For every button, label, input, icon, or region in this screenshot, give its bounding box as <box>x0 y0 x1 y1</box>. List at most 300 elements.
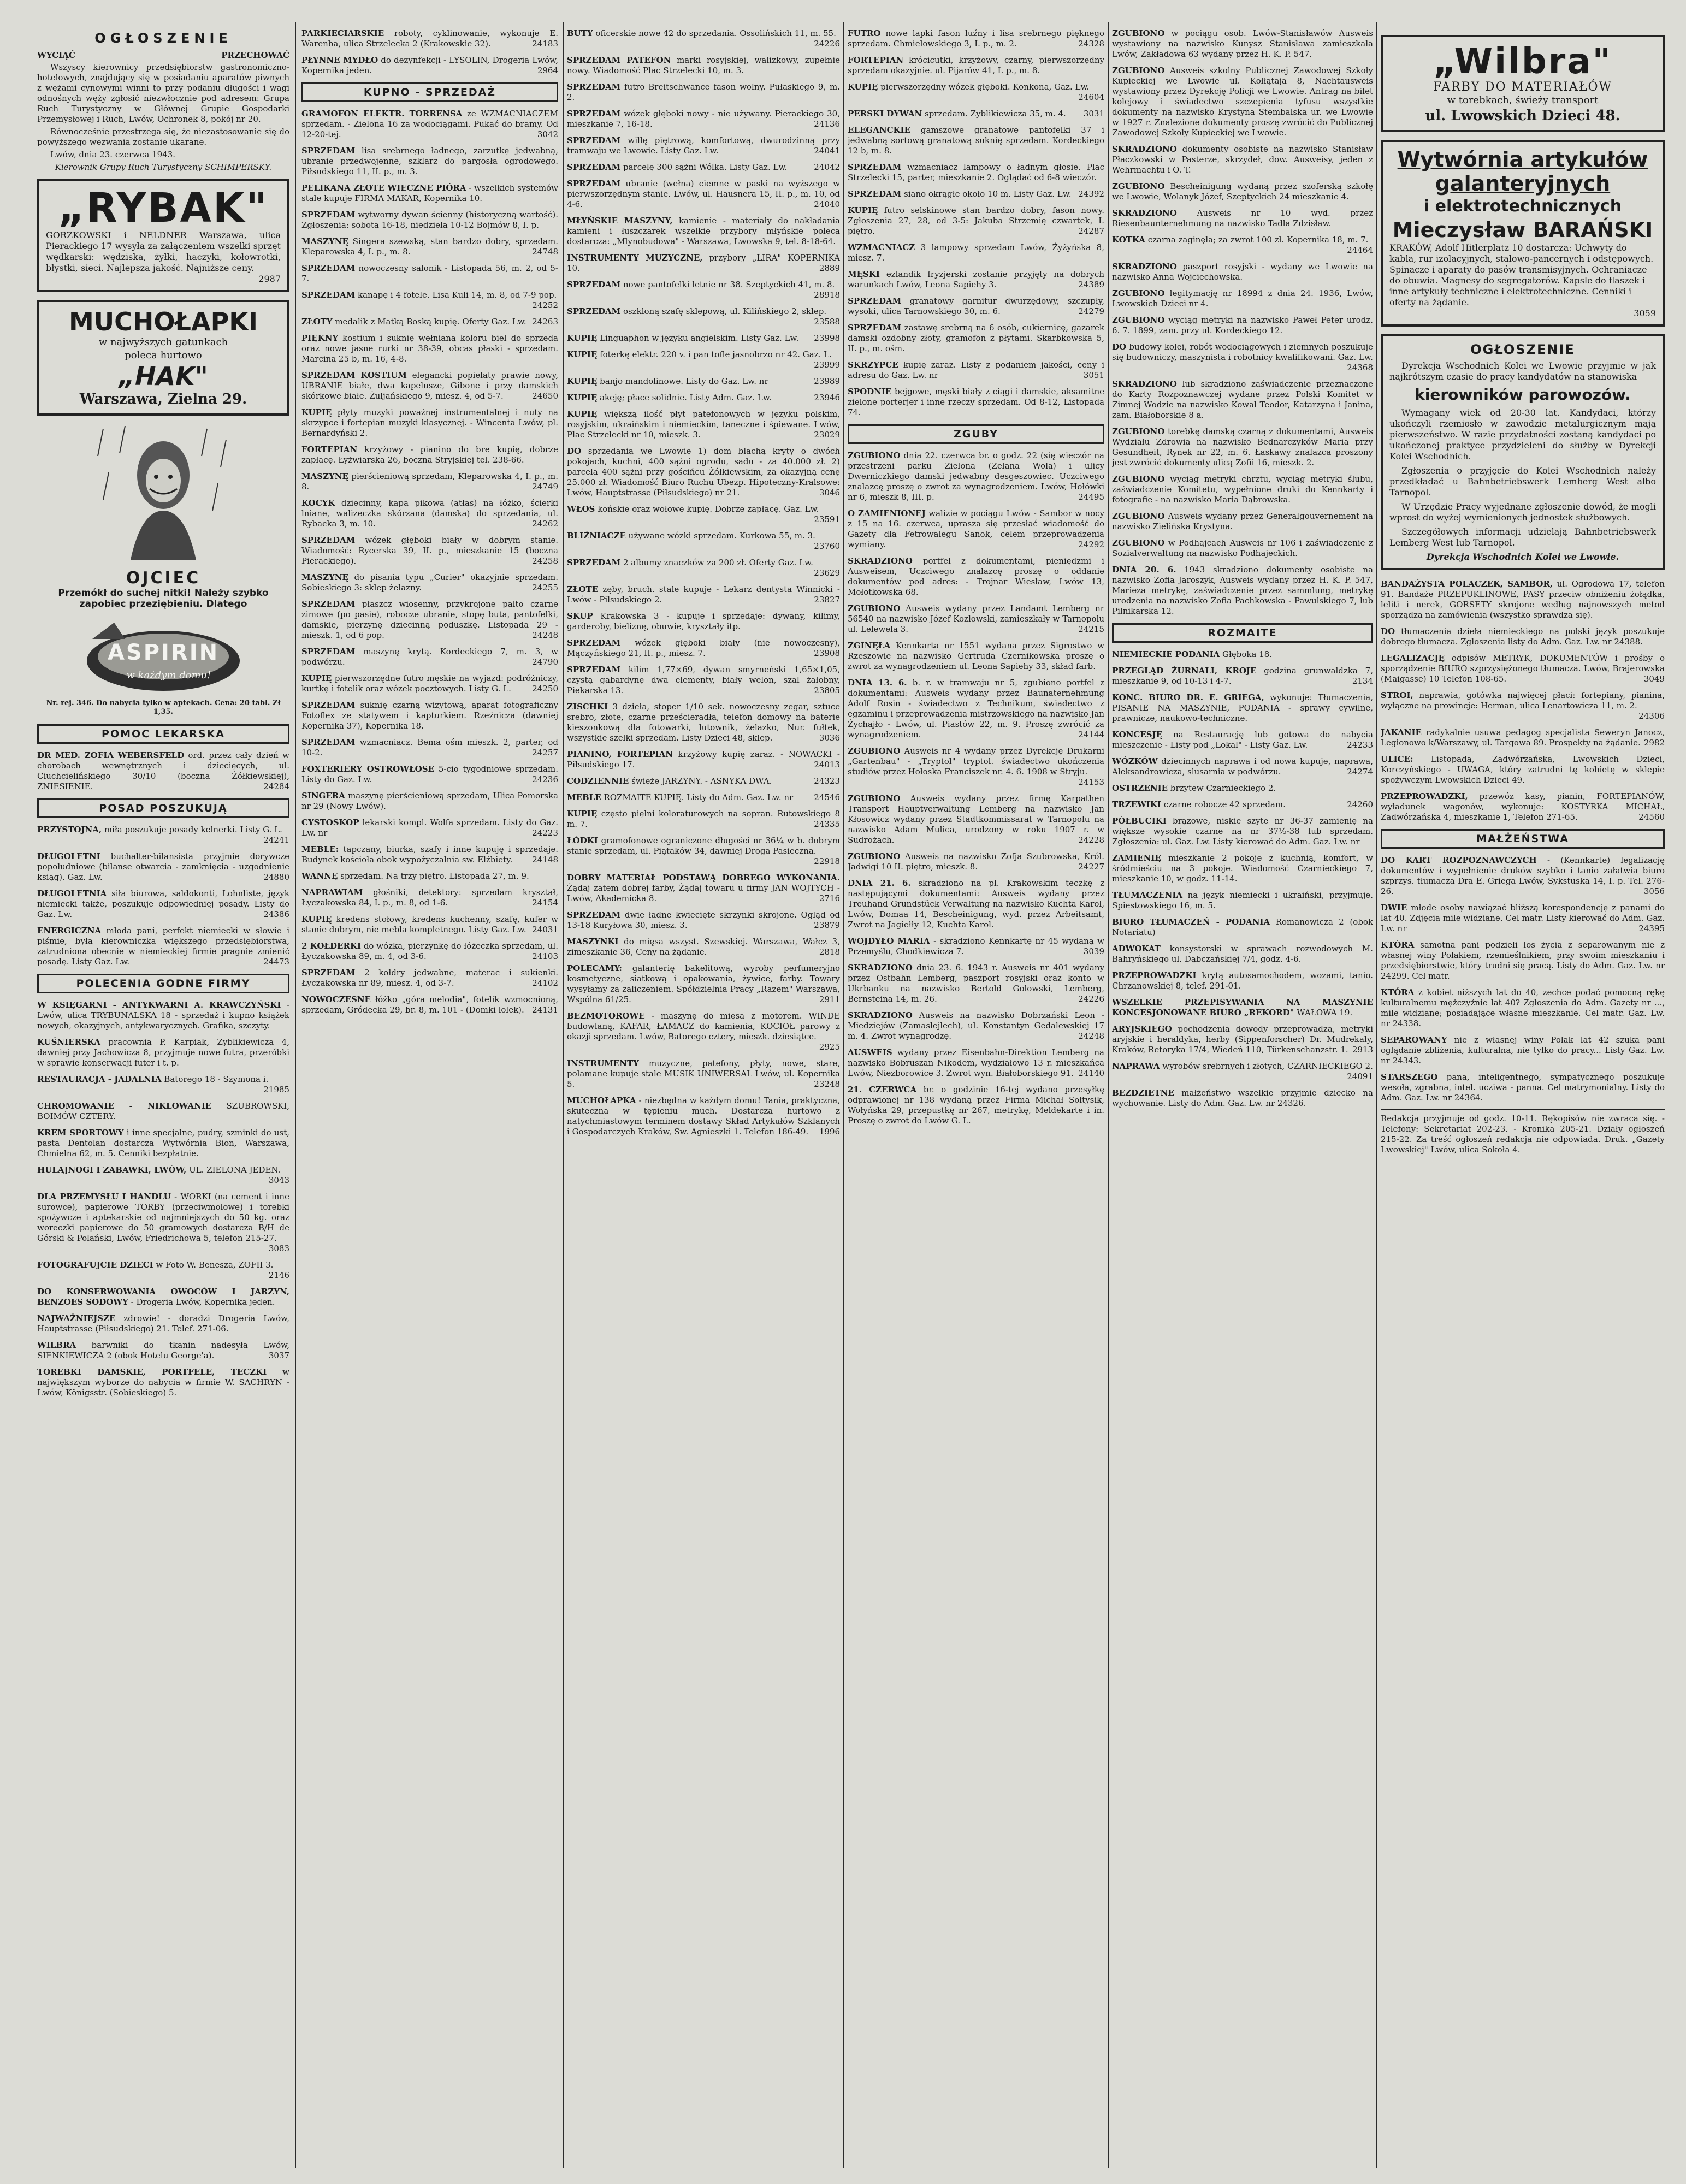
ad-text: Ausweis nr 4 wydany przez Dyrekcję Drukarni „Gartenbau" - „Tryptol" tryptol. świadectwo ukończenia studiów przez Hołoska Franciszek nr. 4. 6. 1908 w Stryju. <box>848 746 1104 777</box>
ad-text: przybory „LIRA" KOPERNIKA 10. <box>567 253 840 273</box>
ad-number: 24386 <box>263 909 289 919</box>
ad-number: 3042 <box>537 129 558 139</box>
hak-ad <box>37 300 289 416</box>
ad-text: legitymację nr 18994 z dnia 24. 1936, Lwów, Lwowskich Dzieci nr 4. <box>1112 288 1373 309</box>
ad-lead: ARYJSKIEGO <box>1112 1024 1172 1034</box>
ad-text: na Restaurację lub gotowa do nabycia mieszczenie - Listy pod „Lokal" - Listy Gaz. Lw. <box>1112 730 1373 750</box>
ad-text: dziecinny, kapa pikowa (atłas) na łóżko, ścierki lniane, walizeczka skórzana (damska) do sprzedania, ul. Rybacka 3, m. 10. <box>301 498 558 529</box>
classified-ad <box>567 409 840 440</box>
ad-number: 3039 <box>1083 946 1104 956</box>
ad-lead: MĘSKI <box>848 269 880 279</box>
classified-ad <box>567 937 840 957</box>
ad-lead: DNIA 13. 6. <box>848 678 907 688</box>
ad-text: z kobiet niższych lat do 40, zechce podać pomocną rękę kulturalnemu mężczyźnie lat 40? Zgłoszenia do Adm. Gazety nr ..., mile widziane; posiadające własne mieszkanie. Cel matr. Gaz. Lw. nr 24338. <box>1381 987 1665 1028</box>
railway-notice-text: Dyrekcja Wschodnich Kolei we Lwowie przyjmie w jak najkrótszym czasie do pracy kandydatów na stanowiska <box>1389 360 1656 382</box>
ad-text: 3 lampowy sprzedam Lwów, Żyżyńska 8, miesz. 7. <box>848 242 1104 263</box>
ad-number: 3056 <box>1643 886 1665 896</box>
hak-line2: poleca hurtowo <box>125 350 202 361</box>
ad-text: Linguaphon w języku angielskim. Listy Gaz. Lw. <box>600 333 799 343</box>
classified-ad <box>567 280 840 300</box>
classified-ad <box>1112 783 1373 794</box>
ad-text: płyty muzyki poważnej instrumentalnej i nuty na skrzypce i fortepian muzyki klasycznej. - Wincenta Lwów, pl. Bernardyński 2. <box>301 407 558 438</box>
classified-ad <box>848 556 1104 597</box>
ad-lead: KUPIĘ <box>567 376 598 386</box>
ad-text: krzyżowy kupię zaraz. - NOWACKI - Piłsudskiego 17. <box>567 749 840 770</box>
classified-ad <box>567 135 840 156</box>
ad-number: 23760 <box>814 541 840 551</box>
ad-text: konsystorski w sprawach rozwodowych M. Bahryńskiego ul. Dąbczańskiej 7/4, godz. 4-6. <box>1112 944 1373 964</box>
ad-lead: MŁYŃSKIE MASZYNY, <box>567 216 673 226</box>
classified-ad <box>1112 756 1373 777</box>
ad-lead: DO KART ROZPOZNAWCZYCH <box>1381 855 1537 865</box>
ad-lead: SPRZEDAM <box>301 210 356 220</box>
ad-number: 3083 <box>268 1244 289 1253</box>
ad-lead: DNIA 21. 6. <box>848 878 911 888</box>
ad-lead: SKRADZIONO <box>1112 208 1177 218</box>
ad-lead: PÓŁBUCIKI <box>1112 816 1167 826</box>
ad-number: 24236 <box>532 774 558 784</box>
ad-text: pierwszorzędny wózek głęboki. Konkona, Gaz. Lw. <box>880 82 1090 92</box>
ad-number: 24102 <box>532 978 558 988</box>
classified-ad <box>301 844 558 865</box>
classified-ad <box>301 445 558 465</box>
ad-lead: CYSTOSKOP <box>301 818 359 827</box>
classified-ad <box>848 269 1104 290</box>
ad-text: granatowy garnitur dwurzędowy, szczupły, wysoki, ulica Tarnowskiego 30, m. 6. <box>848 296 1104 316</box>
classified-ad <box>567 28 840 49</box>
classified-ad <box>567 1096 840 1137</box>
baranski-name: Mieczysław BARAŃSKI <box>1392 218 1653 242</box>
classified-ad <box>1112 262 1373 282</box>
ad-text: oszkloną szafę sklepową, ul. Kilińskiego 2, sklep. <box>623 306 827 316</box>
ad-lead: SPRZEDAM <box>848 189 902 199</box>
ad-text: nowe lapki fason luźny i lisa srebrnego pięknego sprzedam. Chmielowskiego 3, I. p., m. 2. <box>848 28 1104 49</box>
classified-ad <box>567 776 840 786</box>
ad-lead: JAKANIE <box>1381 727 1422 737</box>
classified-ad <box>1112 693 1373 724</box>
classified-ad <box>301 471 558 492</box>
classified-ad <box>1112 853 1373 884</box>
ad-lead: ZŁOTY <box>301 317 333 327</box>
hak-address: Warszawa, Zielna 29. <box>79 391 247 407</box>
aspirin-fine-print: Nr. rej. 346. Do nabycia tylko w aptekach. Cena: 20 tabl. Zł 1,35. <box>46 699 281 716</box>
ad-text: - niezbędna w każdym domu! Tania, praktyczna, skuteczna w tępieniu much. Dostarcza hurtowo z natychmiastowym terminem dostawy Skład Artykułów Szklanych i Gospodarczych Kraków, Sw. Agnieszki 1. Telefon 186-49. <box>567 1096 840 1137</box>
classified-ad <box>567 963 840 1005</box>
ad-text: kredens stołowy, kredens kuchenny, szafę, kufer w stanie dobrym, nie mebla kompletnego. Listy Gaz. Lw. <box>301 914 558 934</box>
ad-text: godzina grunwaldzka 7, mieszkanie 9, od 10-13 i 4-7. <box>1112 666 1373 686</box>
ad-lead: NOWOCZESNE <box>301 995 371 1004</box>
ad-lead: ZGUBIONO <box>1112 538 1165 548</box>
ad-number: 24323 <box>814 776 840 786</box>
ad-text: tłumaczenia dzieła niemieckiego na polski język poszukuje dobrego tłumacza. Zgłoszenia listy do Adm. Gaz. Lw. nr 24388. <box>1381 626 1665 647</box>
ad-text: 1943 skradziono dokumenty osobiste na nazwisko Zofia Jaroszyk, Ausweis wydany przez H. K. P. 547, Marieza metrykę, zaświadczenie przez sammlung, metrykę urodzenia na nazwisko Zofia Pachkowska - Pawulskiego 7, lub Pilnikarska 12. <box>1112 565 1373 616</box>
ad-number: 23248 <box>814 1079 840 1089</box>
ad-lead: FUTRO <box>848 28 881 38</box>
rybak-text: GORZKOWSKI i NELDNER Warszawa, ulica Pierackiego 17 wysyła za załączeniem wszelki sprzęt wędkarski: wędziska, żyłki, haczyki, kołowrotki, błystki, sieci. Najlepsza jakość. Najniższe ceny. <box>46 230 281 273</box>
classified-ad <box>848 205 1104 236</box>
ad-number: 24136 <box>814 119 840 129</box>
classified-ad <box>1381 1035 1665 1066</box>
classified-ad <box>301 317 558 327</box>
ad-text: marki rosyjskiej, walizkowy, zupełnie nowy. Wiadomość Plac Strzelecki 10, m. 3. <box>567 55 840 75</box>
ad-lead: ZGUBIONO <box>1112 427 1165 436</box>
ad-number: 24153 <box>1078 777 1104 787</box>
classified-ad <box>301 28 558 49</box>
ad-text: kanapę i 4 fotele. Lisa Kuli 14, m. 8, od 7-9 pop. <box>358 290 557 300</box>
classified-ad <box>848 125 1104 156</box>
ad-text: krócicutki, krzyżowy, czarny, pierwszorzędny sprzedam okazyjnie. ul. Pijarów 41, I. p., m. 8. <box>848 55 1104 75</box>
ad-text: wózek głęboki biały (nie nowoczesny), Mączyńskiego 21, II. p., miesz. 7. <box>567 638 840 658</box>
classified-ad <box>1381 987 1665 1029</box>
ad-lead: SPRZEDAM <box>848 296 902 306</box>
classified-ad <box>567 162 840 173</box>
classified-ad <box>1112 538 1373 559</box>
classified-ad <box>1381 626 1665 647</box>
ad-number: 24031 <box>532 925 558 934</box>
ad-text: ord. przez cały dzień w chorobach wewnętrznych i dziecięcych, ul. Ciuchcielińskiego 30/10 (boczna Żółkiewskiej), ZNIESIENIE. <box>37 750 289 791</box>
classified-ad <box>1381 754 1665 785</box>
classified-ad <box>1112 208 1373 229</box>
ad-lead: FOXTERIERY OSTROWŁOSE <box>301 764 434 774</box>
ad-text: wzmacniacz. Bema ośm mieszk. 2, parter, od 10-2. <box>301 737 558 757</box>
ad-number: 24183 <box>532 39 558 49</box>
classified-ad <box>1112 730 1373 750</box>
ad-lead: KUPIĘ <box>567 333 598 343</box>
classified-ad <box>37 1192 289 1254</box>
ad-lead: BEZDZIETNE <box>1112 1088 1174 1098</box>
ad-lead: ZGINĘŁA <box>848 641 891 650</box>
classified-ad <box>37 750 289 792</box>
ad-number: 24560 <box>1638 812 1665 822</box>
ad-text: skradziono na pl. Krakowskim teczkę z następującymi dokumentami: Ausweis wydany przez Treuhand Grundstück Verwaltung na nazwisko Kuchta Karol, Lwów, Domaa 14, Bescheinigung, wyd. przez Arbeitsamt, Zwrot na Jagiełły 12, Kuchta Karol. <box>848 878 1104 930</box>
ad-number: 24103 <box>532 951 558 961</box>
classified-ad <box>301 109 558 140</box>
ad-number: 24013 <box>814 760 840 770</box>
notice-body: Równocześnie przestrzega się, że niezastosowanie się do powyższego wezwania zostanie ukarane. <box>37 127 289 147</box>
classified-ad <box>37 1000 289 1031</box>
ad-number: 24223 <box>532 828 558 838</box>
ad-lead: NAJWAŻNIEJSZE <box>37 1313 116 1323</box>
ad-lead: SKRADZIONO <box>1112 144 1177 154</box>
ad-text: siano okrągłe około 10 m. Listy Gaz. Lw. <box>904 189 1072 199</box>
ad-text: - Lwów, ulica TRYBUNALSKA 18 - sprzedaż i kupno książek nowych, okazyjnych, antykwarycznych. Grafika, szczyty. <box>37 1000 289 1031</box>
classified-ad <box>301 572 558 593</box>
classified-ad <box>848 55 1104 76</box>
ad-text: lekarski kompl. Wolfa sprzedam. Listy do Gaz. Lw. nr <box>301 818 558 838</box>
ad-text: młoda pani, perfekt niemiecki w słowie i piśmie, była kierowniczka większego przedsiębiorstwa, zatrudniona obecnie w niemieckiej firmie pragnie zmienić posadę. Listy Gaz. Lw. <box>37 926 289 967</box>
ad-number: 24464 <box>1347 245 1373 255</box>
notice-title: OGŁOSZENIE <box>94 31 232 46</box>
classified-ad <box>848 323 1104 354</box>
ad-lead: SEPAROWANY <box>1381 1035 1447 1045</box>
ad-lead: KUPIĘ <box>567 393 598 403</box>
ad-lead: TOREBKI DAMSKIE, PORTFELE, TECZKI <box>37 1367 267 1377</box>
ad-lead: SINGERA <box>301 791 345 801</box>
ad-text: siła biurowa, saldokonti, Lohnliste, język niemiecki także, poszukuje odpowiedniej posady. Listy do Gaz. Lw. <box>37 889 289 919</box>
ad-number: 24248 <box>1078 1031 1104 1041</box>
ad-text: dnia 23. 6. 1943 r. Ausweis nr 401 wydany przez Ostbahn Lemberg, paszport rosyjski oraz konto w Ukrbanku na nazwisko Bertold Golowski, Lemberg, Bernsteina 14, m. 26. <box>848 963 1104 1004</box>
ad-lead: WOJDYŁO MARIA <box>848 936 930 946</box>
ad-text: Ausweis nr 10 wyd. przez Riesenbaunternehmung na nazwisko Tadla Zdzisław. <box>1112 208 1373 228</box>
classified-ad <box>1381 940 1665 981</box>
column-2 <box>301 28 558 1021</box>
ad-number: 23629 <box>814 568 840 578</box>
ad-text: Listopada, Zadwórzańska, Lwowskich Dzieci, Korczyńskiego - UWAGA, który zatrudni tę kobietę w sklepie spożywczym Lwowskich Dzieci 49. <box>1381 754 1665 785</box>
ad-text: banjo mandolinowe. Listy do Gaz. Lw. nr <box>600 376 768 386</box>
classified-ad <box>567 584 840 605</box>
ad-text: pierwszorzędne futro męskie na wyjazd: podróżniczy, kurtkę i fotelik oraz wózek pocztowych. Listy G. L. <box>301 673 558 694</box>
ad-lead: KUPIĘ <box>567 350 598 359</box>
ad-text: zastawę srebrną na 6 osób, cukiernicę, gazarek damski ozdobny złoty, gramofon z płytami. Skarbkowska 5, II. p., m. ośm. <box>848 323 1104 353</box>
ad-list <box>1112 649 1373 1109</box>
ad-lead: SPRZEDAM <box>567 82 621 92</box>
ad-text: budowy kolei, robót wodociągowych i ziemnych poszukuje się budowniczy, maszynista i robotnicy kwalifikowani. Gaz. Lw. <box>1112 342 1373 362</box>
ad-lead: SPRZEDAM <box>567 306 621 316</box>
ad-text: Krakowska 3 - kupuje i sprzedaje: dywany, kilimy, garderoby, bieliznę, obuwie, kryształy itp. <box>567 611 840 631</box>
ad-lead: INSTRUMENTY MUZYCZNE, <box>567 253 703 263</box>
classified-ad <box>567 611 840 632</box>
ad-lead: DO KONSERWOWANIA OWOCÓW I JARZYN, BENZOES SODOWY <box>37 1287 289 1307</box>
ad-number: 23998 <box>814 333 840 343</box>
ad-text: wyciąg metryki na nazwisko Paweł Peter urodz. 6. 7. 1899, zam. przy ul. Kordeckiego 12. <box>1112 315 1373 335</box>
classified-ad <box>301 673 558 694</box>
ad-lead: TRZEWIKI <box>1112 800 1161 809</box>
ad-lead: ZGUBIONO <box>848 603 901 613</box>
aspirin-slogan: w każdym domu! <box>126 670 211 681</box>
ad-lead: WÓZKÓW <box>1112 756 1158 766</box>
ad-list <box>301 28 558 76</box>
ad-text: parcelę 300 sążni Wólka. Listy Gaz. Lw. <box>623 162 788 172</box>
classified-ad <box>567 253 840 274</box>
ad-text: świeże JARZYNY. - ASNYKA DWA. <box>631 776 772 786</box>
classified-ad <box>567 1058 840 1090</box>
ad-lead: SPRZEDAM <box>567 179 621 188</box>
ad-lead: POLECAMY: <box>567 963 622 973</box>
classified-ad <box>37 1074 289 1095</box>
classified-ad <box>848 641 1104 672</box>
wilbra-ad <box>1381 35 1665 132</box>
ad-list <box>37 825 289 967</box>
ad-text: bejgowe, męski biały z ciągi i damskie, aksamitne zielone porterjer i inne rzeczy sprzedam. Od 8-12, Listopada 74. <box>848 387 1104 417</box>
ad-lead: ZGUBIONO <box>848 451 901 460</box>
classified-ad <box>37 851 289 883</box>
classified-ad <box>37 1128 289 1159</box>
ad-lead: DO <box>567 446 582 456</box>
classified-ad <box>848 296 1104 317</box>
ad-number: 24392 <box>1078 189 1104 199</box>
classified-ad <box>567 638 840 659</box>
ad-text: miła poszukuje posady kelnerki. Listy G. L. <box>104 825 282 834</box>
classified-ad <box>567 558 840 578</box>
rain-man-illustration <box>92 423 234 565</box>
ad-text: galanterię bakelitową, wyroby perfumeryjno kosmetyczne, siatkową i opakowania, żywice, farby. Towary wysyłamy za zaliczeniem. Spółdzielnia Pracy „Razem" Warszawa, Wspólna 61/25. <box>567 963 840 1004</box>
ad-lead: KUPIĘ <box>848 205 878 215</box>
ad-text: krzyżowy - pianino do bre kupię, dobrze zapłacę. Łyżwiarska 26, boczna Stryjskiej tel. 238-66. <box>301 445 558 465</box>
ad-lead: CODZIENNIE <box>567 776 629 786</box>
ad-text: maszynę pierścieniową sprzedam, Ulica Pomorska nr 29 (Nowy Lwów). <box>301 791 558 811</box>
ad-lead: HULAJNOGI I ZABAWKI, LWÓW, <box>37 1165 187 1175</box>
classified-ad <box>567 350 840 370</box>
ad-text: nowoczesny salonik - Listopada 56, m. 2, od 5-7. <box>301 263 558 283</box>
ad-number: 24241 <box>263 835 289 845</box>
classified-ad <box>301 941 558 962</box>
ad-lead: SPRZEDAM <box>301 737 356 747</box>
ad-number: 2964 <box>537 66 558 75</box>
ad-text: - (Kennkarte) legalizację dokumentów i wypełnienie druków szybko i tanio załatwia biuro szprzys. tłumacza Dra E. Griega Lwów, Sykstuska 14, I. p. Tel. 276-26. <box>1381 855 1665 896</box>
ad-lead: ZGUBIONO <box>848 746 901 756</box>
ojciec-text: Przemókł do suchej nitki! Należy szybko zapobiec przeziębieniu. Dlatego <box>58 588 269 609</box>
ad-lead: ZGUBIONO <box>1112 511 1165 521</box>
ad-number: 28918 <box>814 290 840 300</box>
ad-lead: KTÓRA <box>1381 987 1415 997</box>
ad-number: 2987 <box>258 274 281 284</box>
ad-text: Ausweis wydany przez Landamt Lemberg nr 56540 na nazwisko Józef Kozłowski, zamieszkały w Tarnopolu ul. Lelewela 3. <box>848 603 1104 634</box>
ad-lead: ZGUBIONO <box>1112 315 1165 325</box>
section-header-pomoc: POMOC LEKARSKA <box>37 724 289 744</box>
ad-lead: SPRZEDAM <box>301 263 356 273</box>
ad-text: 5-cio tygodniowe sprzedam. Listy do Gaz. Lw. <box>301 764 558 784</box>
ad-text: krytą autosamochodem, wozami, tanio. Chrzanowskiej 8, telef. 291-01. <box>1112 970 1373 991</box>
ad-number: 24041 <box>814 146 840 156</box>
classified-ad <box>848 109 1104 119</box>
ad-lead: KOCYK <box>301 498 335 508</box>
classified-ad <box>1112 66 1373 138</box>
classified-ad <box>37 1313 289 1334</box>
ad-number: 23591 <box>814 514 840 524</box>
classified-ad <box>1112 816 1373 847</box>
classified-ad <box>848 851 1104 872</box>
ad-lead: SPRZEDAM <box>567 558 621 567</box>
ad-text: dnia 22. czerwca br. o godz. 22 (się wieczór na przestrzeni parku Zielona (Zelana Wola) i ulicy Dwerniczkiego damski jedwabny desgeszowiec. Uczciwego znalazcę proszę o zwrot za wynagrodzeniem. Lwów, Hołówki nr 6, mieszk 8, III. p. <box>848 451 1104 502</box>
ad-number: 24546 <box>814 792 840 802</box>
baranski-line1: Wytwórnia artykułów galanteryjnych <box>1397 147 1648 196</box>
classified-ad <box>848 963 1104 1004</box>
ad-text: do mięsa wszyst. Szewskiej. Warszawa, Wałcz 3, zimeszkanie 36, Ceny na żądanie. <box>567 937 840 957</box>
ad-text: 2 albumy znaczków za 200 zł. Oferty Gaz. Lw. <box>623 558 813 567</box>
ad-lead: DŁUGOLETNIA <box>37 889 107 898</box>
ad-lead: ZŁOTE <box>567 584 599 594</box>
classified-ad <box>1112 235 1373 256</box>
ad-number: 3037 <box>268 1351 289 1360</box>
classified-ad <box>848 360 1104 381</box>
column-divider <box>843 22 844 2168</box>
ad-lead: ZGUBIONO <box>1112 66 1165 75</box>
ad-list <box>301 109 558 1015</box>
ad-lead: ULICE: <box>1381 754 1413 764</box>
ad-text: radykalnie usuwa pedagog specjalista Seweryn Janocz, Legionowo k/Warszawy, ul. Targowa 89. Prospekty na żądanie. <box>1381 727 1665 748</box>
rybak-ad <box>37 179 289 292</box>
classified-ad <box>37 926 289 967</box>
ad-lead: STARSZEGO <box>1381 1072 1438 1082</box>
ad-lead: BUTY <box>567 28 593 38</box>
ad-lead: OSTRZENIE <box>1112 783 1168 793</box>
ad-text: często pięlni koloraturowych na sopran. Rutowskiego 8 m. 7. <box>567 809 840 829</box>
ad-text: do pisania typu „Curier" okazyjnie sprzedam. Sobieskiego 3: sklep żelazny. <box>301 572 558 593</box>
ad-number: 23879 <box>814 920 840 930</box>
ad-text: Singera szewską, stan bardzo dobry, sprzedam. Kleparowska 4, I. p., m. 8. <box>301 236 558 257</box>
classified-ad <box>1381 1072 1665 1103</box>
railway-notice-text: Szczegółowych informacji udzielają Bahnbetriebswerk Lemberg West lub Tarnopol. <box>1389 526 1656 548</box>
ad-text: portfel z dokumentami, pieniędzmi i Ausweisem, Uczciwego znalazcę proszę o oddanie dokumentów pod adres: - Trojnar Wiesław, Lwów 13, Mołotkowska 68. <box>848 556 1104 597</box>
ad-text: pochodzenia dowody przeprowadza, metryki aryjskie i heraldyka, herby (Sippenforscher) Dr. Mudrekaly, Kraków, Retoryka 17/4, Wiedeń 110, Türkenschanzstr. 1. <box>1112 1024 1373 1055</box>
ad-number: 2134 <box>1352 676 1373 686</box>
ad-text: naprawia, gotówka najwięcej płaci: fortepiany, pianina, wyłączne na prowincje: Herman, ulica Lenartowicza 11, m. 2. <box>1381 690 1665 711</box>
ad-lead: SPRZEDAM <box>301 968 356 978</box>
ad-number: 24227 <box>1078 862 1104 872</box>
ad-number: 24284 <box>263 782 289 791</box>
ad-list <box>37 750 289 792</box>
ad-lead: SPRZEDAM <box>301 700 356 710</box>
ad-text: foterkę elektr. 220 v. i pan tofle jasnobrzo nr 42. Gaz. L. <box>600 350 832 359</box>
ad-number: 21985 <box>263 1085 289 1094</box>
ad-text: dziecinnych naprawa i od nowa kupuje, naprawa, Aleksandrowicza, slusarnia w podwórzu. <box>1112 756 1373 777</box>
ad-lead: STROI, <box>1381 690 1413 700</box>
classified-ad <box>301 333 558 364</box>
ad-number: 24226 <box>1078 994 1104 1004</box>
ad-lead: SKRADZIONO <box>848 556 913 566</box>
classified-ad <box>301 236 558 257</box>
classified-ad <box>848 1085 1104 1126</box>
classified-ad <box>848 28 1104 49</box>
classified-ad <box>1112 890 1373 911</box>
ad-number: 24263 <box>532 317 558 327</box>
ad-number: 2716 <box>819 893 840 903</box>
aspirin-brand: ASPIRIN <box>107 640 220 665</box>
railway-notice <box>1381 334 1665 570</box>
ad-number: 24292 <box>1078 540 1104 549</box>
ad-text: Żądaj zatem dobrej farby, Żądaj towaru u firmy JAN WOJTYCH - Lwów, Akademicka 8. <box>567 883 840 903</box>
ad-lead: ZGUBIONO <box>1112 28 1165 38</box>
official-notice <box>37 31 289 172</box>
ojciec-title: OJCIEC <box>126 569 201 588</box>
column-5 <box>1112 28 1373 1115</box>
classified-ad <box>1112 997 1373 1018</box>
ad-text: zdrowie! - doradzi Drogeria Lwów, Hauptstrasse (Piłsudskiego) 21. Telef. 271-06. <box>37 1313 289 1334</box>
ad-number: 24091 <box>1347 1072 1373 1081</box>
rybak-title: „RYBAK" <box>58 185 269 232</box>
classified-ad <box>37 889 289 920</box>
ad-lead: ZGUBIONO <box>848 851 901 861</box>
ad-text: WAŁOWA 19. <box>1297 1008 1353 1017</box>
classified-ad <box>848 678 1104 740</box>
ad-number: 3031 <box>1083 109 1104 119</box>
classified-ad <box>1381 727 1665 748</box>
column-4 <box>848 28 1104 1132</box>
ad-number: 24287 <box>1078 226 1104 236</box>
ad-number: 24368 <box>1347 363 1373 372</box>
ad-number: 23908 <box>814 648 840 658</box>
ad-number: 24131 <box>532 1005 558 1015</box>
ad-number: 24880 <box>263 872 289 882</box>
ad-text: sprzedam. Zyblikiewicza 35, m. 4. <box>925 109 1066 119</box>
classified-ad <box>848 936 1104 957</box>
section-header-rozmaite: ROZMAITE <box>1112 623 1373 643</box>
wilbra-line2: w torebkach, świeży transport <box>1447 94 1599 106</box>
ad-text: Ausweis szkolny Publicznej Zawodowej Szkoły Kupieckiej we Lwowie ul. Kołłątaja 8, Nachtausweis wystawiony przez Dyrekcję Policji we Lwowie. Antrag na bilet kolejowy i świadectwo szczepienia tyfusu wszystkie dokumenty na nazwisko Krystyna Stembalska ur. we Lwowie w 1927 r. Znalezione dokumenty proszę zwrócić do Publicznej Zawodowej Szkoły Kupieckiej we Lwowie. <box>1112 66 1373 138</box>
classified-ad <box>567 109 840 129</box>
classified-ad <box>301 498 558 529</box>
ad-lead: PŁYNNE MYDŁO <box>301 55 378 65</box>
ad-lead: DO <box>1112 342 1127 352</box>
ad-number: 24306 <box>1638 711 1665 721</box>
ad-number: 24258 <box>532 556 558 566</box>
ad-text: kamienie - materiały do nakładania kamieni i łuszczarek wszelkie przybory młyńskie poleca dostarcza: „Mlynobudowa" - Warszawa, Lwowska 9, tel. 8-18-64. <box>567 216 840 246</box>
ad-lead: ELEGANCKIE <box>848 125 910 135</box>
ad-text: Kennkarta nr 1551 wydana przez Sigrostwo w Rzeszowie na nazwisko Gertruda Czernikowska proszę o zwrot za wynagrodzeniem ul. Leona Sapiehy 33, skład farb. <box>848 641 1104 671</box>
ad-lead: KUPIĘ <box>301 407 332 417</box>
ad-number: 23989 <box>814 376 840 386</box>
ad-text: futro selskinowe stan bardzo dobry, fason nowy. Zgłoszenia 27, 28, od 3-5: Jakuba Strzemię czwartek, I. piętro. <box>848 205 1104 236</box>
